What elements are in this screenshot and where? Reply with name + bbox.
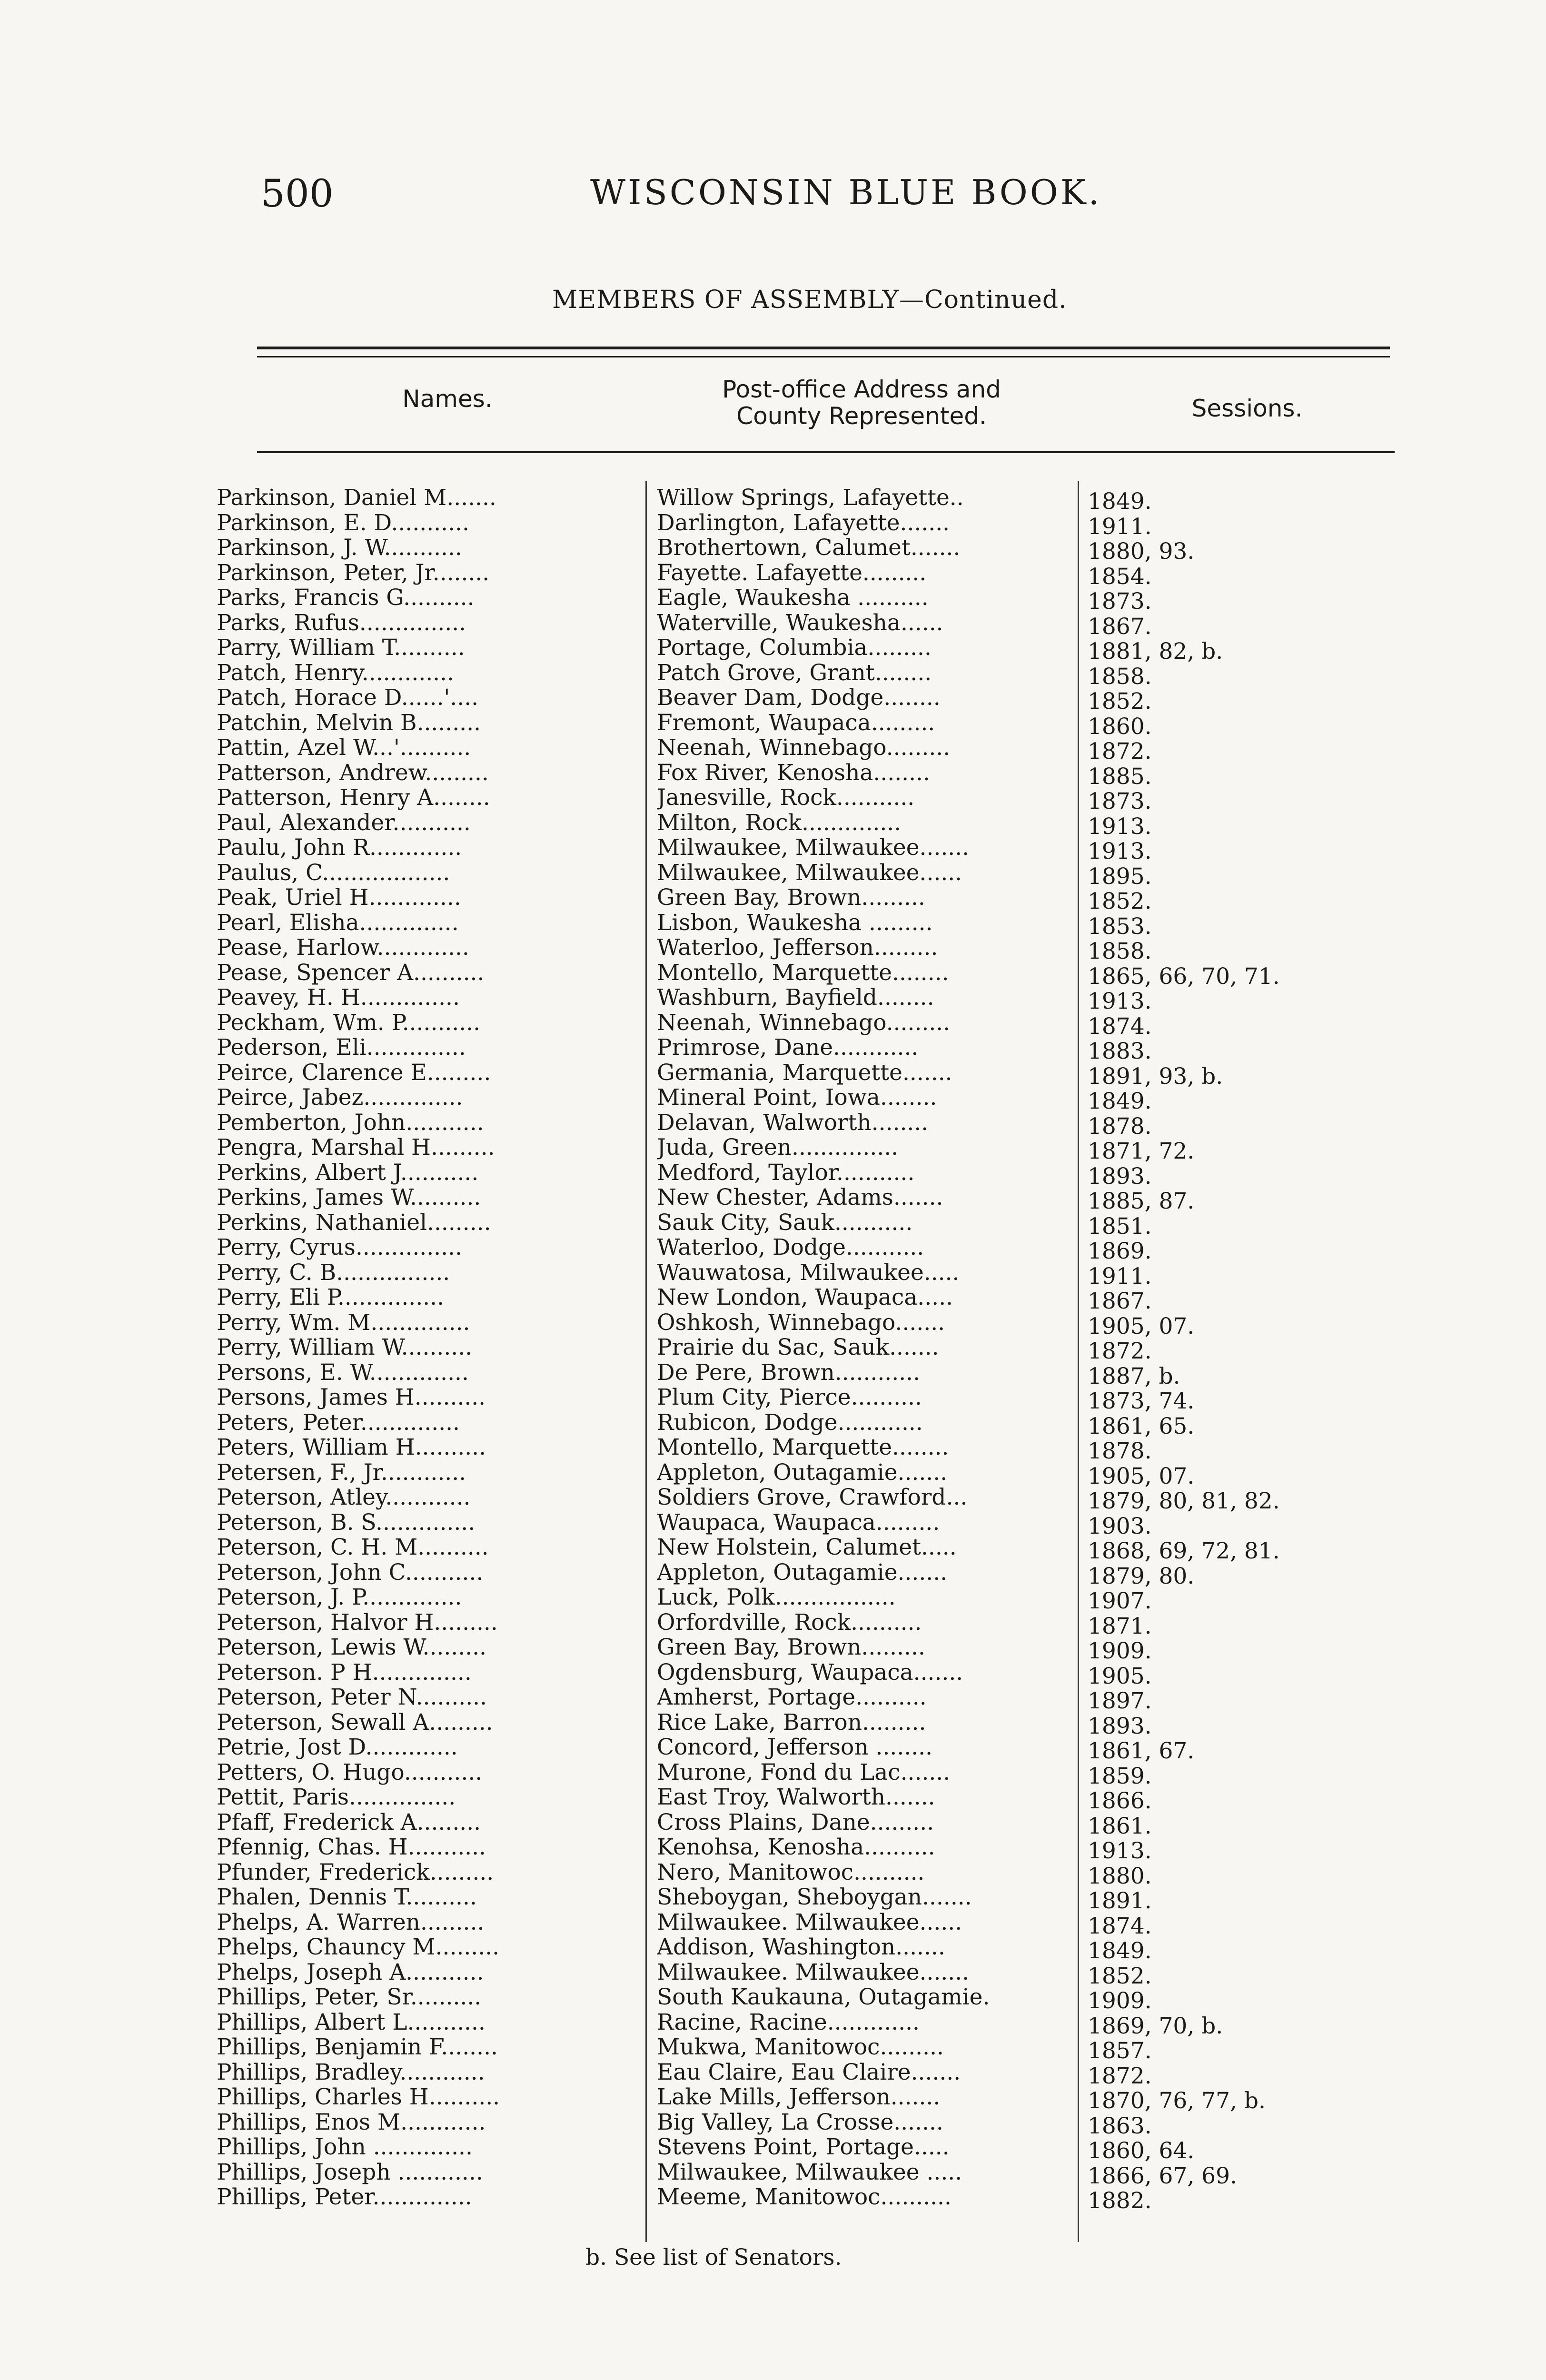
member-name: Phillips, Benjamin F........ (217, 2035, 498, 2060)
member-address: New London, Waupaca..... (657, 1285, 953, 1310)
member-name: Perry, Eli P............... (217, 1285, 444, 1310)
table-row (217, 785, 1407, 814)
member-address: Germania, Marquette....... (657, 1060, 952, 1085)
table-row (217, 2160, 1407, 2189)
member-name: Peterson, Lewis W......... (217, 1635, 486, 1660)
member-address: Milwaukee. Milwaukee...... (657, 1910, 962, 1935)
member-name: Pengra, Marshal H......... (217, 1135, 495, 1160)
table-row (217, 1960, 1407, 1989)
member-name: Petersen, F., Jr............ (217, 1460, 466, 1485)
member-name: Phillips, Joseph ............ (217, 2160, 483, 2185)
table-row (217, 2060, 1407, 2089)
section-title: MEMBERS OF ASSEMBLY—Continued. (552, 286, 1067, 314)
member-address: Plum City, Pierce.......... (657, 1385, 922, 1410)
member-sessions: 1869, 70, b. (1088, 2013, 1223, 2039)
member-name: Peterson, Halvor H......... (217, 1610, 498, 1635)
member-sessions: 1866, 67, 69. (1088, 2162, 1237, 2189)
member-sessions: 1861, 67. (1088, 1738, 1195, 1764)
member-address: Rice Lake, Barron......... (657, 1710, 926, 1735)
member-sessions: 1913. (1088, 1838, 1152, 1864)
member-sessions: 1879, 80. (1088, 1563, 1195, 1589)
member-address: Murone, Fond du Lac....... (657, 1760, 951, 1785)
member-address: Waterville, Waukesha...... (657, 610, 943, 635)
member-name: Phillips, Bradley............ (217, 2060, 485, 2085)
table-row (217, 1285, 1407, 1314)
member-address: Montello, Marquette........ (657, 960, 949, 985)
member-address: Mineral Point, Iowa........ (657, 1085, 937, 1110)
table-row (217, 1335, 1407, 1364)
member-address: Washburn, Bayfield........ (657, 985, 934, 1010)
table-row (217, 1235, 1407, 1264)
member-name: Patterson, Andrew......... (217, 760, 489, 785)
member-name: Peterson, John C........... (217, 1560, 484, 1585)
member-address: Green Bay, Brown......... (657, 885, 925, 910)
table-row (217, 560, 1407, 590)
member-sessions: 1873, 74. (1088, 1388, 1195, 1414)
member-name: Petters, O. Hugo........... (217, 1760, 483, 1785)
member-address: Willow Springs, Lafayette.. (657, 486, 964, 510)
member-address: Amherst, Portage.......... (657, 1685, 927, 1710)
member-address: De Pere, Brown............ (657, 1360, 921, 1385)
member-name: Peterson. P H.............. (217, 1660, 472, 1685)
table-row (217, 1085, 1407, 1114)
member-sessions: 1874. (1088, 1013, 1152, 1040)
member-address: Delavan, Walworth........ (657, 1110, 929, 1135)
member-sessions: 1905, 07. (1088, 1463, 1195, 1489)
member-sessions: 1874. (1088, 1913, 1152, 1939)
member-name: Parkinson, Peter, Jr........ (217, 560, 490, 585)
member-sessions: 1909. (1088, 1638, 1152, 1664)
member-name: Pearl, Elisha.............. (217, 910, 459, 935)
member-name: Paul, Alexander........... (217, 810, 471, 835)
table-row (217, 910, 1407, 940)
table-row (217, 510, 1407, 540)
member-name: Parks, Francis G.......... (217, 585, 475, 610)
member-sessions: 1863. (1088, 2112, 1152, 2139)
member-sessions: 1858. (1088, 938, 1152, 964)
member-name: Peterson, Atley............ (217, 1485, 471, 1510)
member-address: Luck, Polk................. (657, 1585, 896, 1610)
member-name: Peckham, Wm. P........... (217, 1010, 481, 1035)
member-address: Waterloo, Dodge........... (657, 1235, 924, 1260)
member-address: Stevens Point, Portage..... (657, 2135, 950, 2160)
member-name: Phillips, John .............. (217, 2135, 473, 2160)
member-address: Wauwatosa, Milwaukee..... (657, 1260, 960, 1285)
member-address: Juda, Green............... (657, 1135, 899, 1160)
table-row (217, 1935, 1407, 1964)
table-row (217, 1610, 1407, 1639)
member-name: Pfunder, Frederick......... (217, 1860, 494, 1885)
member-name: Phalen, Dennis T.......... (217, 1885, 477, 1910)
member-sessions: 1857. (1088, 2038, 1152, 2064)
member-name: Patterson, Henry A........ (217, 785, 490, 810)
table-row (217, 1035, 1407, 1064)
table-row (217, 1735, 1407, 1764)
member-address: Lake Mills, Jefferson....... (657, 2085, 941, 2110)
member-sessions: 1853. (1088, 913, 1152, 940)
member-sessions: 1893. (1088, 1163, 1152, 1190)
member-sessions: 1872. (1088, 738, 1152, 764)
member-sessions: 1883. (1088, 1038, 1152, 1064)
table-row (217, 1185, 1407, 1214)
member-address: Nero, Manitowoc.......... (657, 1860, 925, 1885)
member-address: Patch Grove, Grant........ (657, 660, 932, 685)
table-row (217, 635, 1407, 664)
member-sessions: 1893. (1088, 1713, 1152, 1739)
member-sessions: 1858. (1088, 663, 1152, 690)
member-address: Concord, Jefferson ........ (657, 1735, 933, 1760)
member-address: Waterloo, Jefferson......... (657, 935, 938, 960)
member-address: Neenah, Winnebago......... (657, 1010, 951, 1035)
members-table (217, 486, 1407, 2214)
table-row (217, 1135, 1407, 1164)
member-sessions: 1873. (1088, 588, 1152, 615)
table-row (217, 660, 1407, 690)
member-sessions: 1868, 69, 72, 81. (1088, 1538, 1280, 1564)
table-row (217, 1985, 1407, 2014)
member-address: Montello, Marquette........ (657, 1435, 949, 1460)
member-sessions: 1871. (1088, 1613, 1152, 1639)
member-name: Parkinson, E. D........... (217, 510, 469, 536)
member-address: Milwaukee. Milwaukee....... (657, 1960, 970, 1985)
table-row (217, 935, 1407, 964)
member-sessions: 1885, 87. (1088, 1188, 1195, 1214)
member-address: Cross Plains, Dane......... (657, 1810, 934, 1835)
member-address: Addison, Washington....... (657, 1935, 945, 1960)
member-name: Phelps, Chauncy M......... (217, 1935, 500, 1960)
table-row (217, 2135, 1407, 2164)
member-name: Pettit, Paris............... (217, 1785, 456, 1810)
table-row (217, 985, 1407, 1014)
member-name: Pfaff, Frederick A......... (217, 1810, 481, 1835)
table-row (217, 1485, 1407, 1514)
member-sessions: 1897. (1088, 1688, 1152, 1714)
table-row (217, 1410, 1407, 1439)
table-row (217, 1910, 1407, 1939)
member-name: Peirce, Clarence E......... (217, 1060, 491, 1085)
member-name: Peterson, Peter N.......... (217, 1685, 487, 1710)
member-sessions: 1861. (1088, 1813, 1152, 1839)
table-row (217, 885, 1407, 914)
member-sessions: 1861, 65. (1088, 1413, 1195, 1439)
header-underline (257, 451, 1395, 453)
member-name: Phillips, Peter.............. (217, 2185, 472, 2210)
member-sessions: 1865, 66, 70, 71. (1088, 963, 1280, 990)
member-address: Prairie du Sac, Sauk....... (657, 1335, 939, 1360)
member-sessions: 1849. (1088, 1938, 1152, 1964)
table-row (217, 585, 1407, 615)
member-address: Appleton, Outagamie....... (657, 1460, 948, 1485)
member-address: Sheboygan, Sheboygan....... (657, 1885, 972, 1910)
member-sessions: 1913. (1088, 838, 1152, 864)
member-sessions: 1859. (1088, 1763, 1152, 1789)
member-sessions: 1854. (1088, 563, 1152, 590)
table-row (217, 1310, 1407, 1339)
table-row (217, 2110, 1407, 2139)
column-header-address (657, 376, 1066, 429)
member-sessions: 1878. (1088, 1113, 1152, 1140)
member-sessions: 1905. (1088, 1663, 1152, 1689)
column-header-names: Names. (402, 385, 493, 413)
member-name: Pederson, Eli.............. (217, 1035, 466, 1060)
member-sessions: 1867. (1088, 1288, 1152, 1314)
page-number: 500 (261, 171, 334, 216)
table-row (217, 685, 1407, 714)
member-name: Phillips, Peter, Sr.......... (217, 1985, 482, 2010)
table-row (217, 810, 1407, 840)
member-sessions: 1852. (1088, 1963, 1152, 1989)
member-sessions: 1903. (1088, 1513, 1152, 1539)
table-row (217, 1160, 1407, 1190)
member-address: South Kaukauna, Outagamie. (657, 1985, 990, 2010)
member-name: Paulus, C.................. (217, 860, 450, 885)
member-address: Orfordville, Rock.......... (657, 1610, 922, 1635)
member-sessions: 1891. (1088, 1888, 1152, 1914)
member-name: Peterson, C. H. M.......... (217, 1535, 489, 1560)
column-header-address-line1: Post-office Address and (722, 376, 1001, 403)
member-sessions: 1873. (1088, 788, 1152, 814)
running-head: WISCONSIN BLUE BOOK. (590, 172, 1102, 212)
table-row (217, 1060, 1407, 1090)
member-address: Soldiers Grove, Crawford... (657, 1485, 968, 1510)
member-sessions: 1895. (1088, 863, 1152, 890)
member-sessions: 1891, 93, b. (1088, 1063, 1223, 1090)
column-header-address-line2: County Represented. (736, 402, 987, 430)
table-row (217, 1110, 1407, 1140)
member-name: Peavey, H. H.............. (217, 985, 460, 1010)
member-name: Phillips, Albert L........... (217, 2010, 486, 2035)
member-address: Ogdensburg, Waupaca....... (657, 1660, 963, 1685)
member-name: Parkinson, Daniel M....... (217, 486, 496, 510)
member-name: Pfennig, Chas. H........... (217, 1835, 486, 1860)
member-name: Perry, Wm. M.............. (217, 1310, 470, 1335)
member-sessions: 1882. (1088, 2188, 1152, 2214)
member-address: Kenohsa, Kenosha.......... (657, 1835, 935, 1860)
member-name: Pease, Harlow............. (217, 935, 469, 960)
member-address: Racine, Racine............. (657, 2010, 920, 2035)
member-name: Perry, C. B................ (217, 1260, 450, 1285)
member-name: Phelps, Joseph A........... (217, 1960, 484, 1985)
table-row (217, 1810, 1407, 1839)
member-name: Phelps, A. Warren......... (217, 1910, 485, 1935)
member-name: Phillips, Enos M............ (217, 2110, 486, 2135)
table-row (217, 1685, 1407, 1714)
column-header-sessions: Sessions. (1191, 395, 1303, 422)
member-name: Peterson, B. S.............. (217, 1510, 476, 1535)
member-sessions: 1907. (1088, 1588, 1152, 1614)
table-row (217, 1260, 1407, 1289)
member-address: Brothertown, Calumet....... (657, 536, 961, 560)
table-row (217, 735, 1407, 764)
member-address: Rubicon, Dodge............ (657, 1410, 923, 1435)
member-name: Pemberton, John........... (217, 1110, 484, 1135)
member-sessions: 1885. (1088, 763, 1152, 790)
member-address: Janesville, Rock........... (657, 785, 915, 810)
table-row (217, 710, 1407, 740)
member-address: New Chester, Adams....... (657, 1185, 943, 1210)
member-sessions: 1909. (1088, 1988, 1152, 2014)
top-rule-thin (257, 356, 1390, 357)
member-name: Peterson, Sewall A......... (217, 1710, 493, 1735)
member-address: Neenah, Winnebago......... (657, 735, 951, 760)
member-sessions: 1871, 72. (1088, 1138, 1195, 1164)
member-name: Patch, Henry............. (217, 660, 454, 685)
member-address: Milwaukee, Milwaukee....... (657, 835, 970, 860)
member-name: Patch, Horace D......'.... (217, 685, 479, 710)
member-name: Parkinson, J. W........... (217, 536, 462, 560)
member-address: Mukwa, Manitowoc......... (657, 2035, 944, 2060)
table-row (217, 1460, 1407, 1489)
top-rule (257, 347, 1390, 349)
table-row (217, 1435, 1407, 1464)
member-sessions: 1869. (1088, 1238, 1152, 1264)
member-sessions: 1878. (1088, 1438, 1152, 1464)
table-row (217, 1760, 1407, 1789)
table-row (217, 1210, 1407, 1240)
member-name: Persons, James H.......... (217, 1385, 486, 1410)
member-sessions: 1911. (1088, 513, 1152, 540)
member-address: Fayette. Lafayette......... (657, 560, 927, 585)
table-row (217, 1660, 1407, 1689)
member-address: Milton, Rock.............. (657, 810, 902, 835)
member-address: Primrose, Dane............ (657, 1035, 919, 1060)
table-row (217, 1785, 1407, 1814)
table-row (217, 2035, 1407, 2064)
table-row (217, 1535, 1407, 1564)
member-name: Persons, E. W.............. (217, 1360, 469, 1385)
member-sessions: 1851. (1088, 1213, 1152, 1240)
member-name: Peak, Uriel H............. (217, 885, 461, 910)
table-row (217, 1385, 1407, 1414)
member-name: Peterson, J. P.............. (217, 1585, 462, 1610)
member-sessions: 1852. (1088, 688, 1152, 714)
member-address: Lisbon, Waukesha ......... (657, 910, 933, 935)
table-row (217, 1710, 1407, 1739)
member-name: Perkins, Nathaniel......... (217, 1210, 491, 1235)
table-row (217, 536, 1407, 565)
member-sessions: 1870, 76, 77, b. (1088, 2088, 1266, 2114)
member-address: Green Bay, Brown......... (657, 1635, 925, 1660)
member-address: Big Valley, La Crosse....... (657, 2110, 943, 2135)
member-address: Fox River, Kenosha........ (657, 760, 930, 785)
table-row (217, 1585, 1407, 1614)
member-sessions: 1860, 64. (1088, 2138, 1195, 2164)
member-name: Pease, Spencer A.......... (217, 960, 485, 985)
table-row (217, 1560, 1407, 1589)
table-row (217, 2185, 1407, 2214)
member-address: Darlington, Lafayette....... (657, 510, 950, 536)
member-name: Perry, William W.......... (217, 1335, 473, 1360)
member-sessions: 1879, 80, 81, 82. (1088, 1488, 1280, 1514)
member-name: Perkins, Albert J........... (217, 1160, 479, 1185)
member-name: Parry, William T.......... (217, 635, 465, 660)
member-address: Beaver Dam, Dodge........ (657, 685, 941, 710)
member-address: Milwaukee, Milwaukee ..... (657, 2160, 962, 2185)
table-row (217, 760, 1407, 790)
member-address: Fremont, Waupaca......... (657, 710, 935, 735)
member-name: Peirce, Jabez.............. (217, 1085, 463, 1110)
member-name: Petrie, Jost D............. (217, 1735, 458, 1760)
member-sessions: 1881, 82, b. (1088, 638, 1223, 664)
member-address: Waupaca, Waupaca......... (657, 1510, 940, 1535)
member-sessions: 1880, 93. (1088, 538, 1195, 565)
member-sessions: 1913. (1088, 988, 1152, 1014)
member-sessions: 1887, b. (1088, 1363, 1180, 1389)
member-address: Eau Claire, Eau Claire....... (657, 2060, 961, 2085)
member-sessions: 1872. (1088, 1338, 1152, 1364)
member-address: Meeme, Manitowoc.......... (657, 2185, 951, 2210)
table-row (217, 2085, 1407, 2114)
table-row (217, 860, 1407, 890)
member-sessions: 1913. (1088, 813, 1152, 840)
member-name: Perkins, James W.......... (217, 1185, 481, 1210)
member-sessions: 1860. (1088, 713, 1152, 740)
table-row (217, 1510, 1407, 1539)
table-row (217, 1360, 1407, 1389)
member-name: Paulu, John R............. (217, 835, 462, 860)
member-address: Eagle, Waukesha .......... (657, 585, 929, 610)
member-address: New Holstein, Calumet..... (657, 1535, 957, 1560)
member-address: Milwaukee, Milwaukee...... (657, 860, 962, 885)
member-address: Oshkosh, Winnebago....... (657, 1310, 945, 1335)
member-sessions: 1872. (1088, 2063, 1152, 2089)
member-address: Medford, Taylor........... (657, 1160, 915, 1185)
member-name: Peters, William H.......... (217, 1435, 486, 1460)
table-row (217, 610, 1407, 640)
member-sessions: 1867. (1088, 613, 1152, 640)
member-sessions: 1911. (1088, 1263, 1152, 1289)
member-name: Peters, Peter.............. (217, 1410, 460, 1435)
table-row (217, 1835, 1407, 1864)
member-sessions: 1905, 07. (1088, 1313, 1195, 1339)
table-row (217, 1885, 1407, 1914)
member-name: Patchin, Melvin B......... (217, 710, 481, 735)
table-row (217, 1635, 1407, 1664)
member-name: Parks, Rufus............... (217, 610, 466, 635)
footnote: b. See list of Senators. (585, 2244, 842, 2271)
member-address: Sauk City, Sauk........... (657, 1210, 913, 1235)
table-row (217, 2010, 1407, 2039)
member-address: Portage, Columbia......... (657, 635, 932, 660)
table-row (217, 1860, 1407, 1889)
table-row (217, 960, 1407, 990)
member-sessions: 1852. (1088, 888, 1152, 914)
member-sessions: 1880. (1088, 1863, 1152, 1889)
member-address: East Troy, Walworth....... (657, 1785, 935, 1810)
table-row (217, 486, 1407, 515)
member-sessions: 1849. (1088, 1088, 1152, 1114)
member-sessions: 1866. (1088, 1788, 1152, 1814)
member-address: Appleton, Outagamie....... (657, 1560, 948, 1585)
table-row (217, 1010, 1407, 1040)
table-row (217, 835, 1407, 864)
member-name: Perry, Cyrus............... (217, 1235, 462, 1260)
member-name: Pattin, Azel W...'.......... (217, 735, 471, 760)
member-sessions: 1849. (1088, 488, 1152, 515)
member-name: Phillips, Charles H.......... (217, 2085, 500, 2110)
